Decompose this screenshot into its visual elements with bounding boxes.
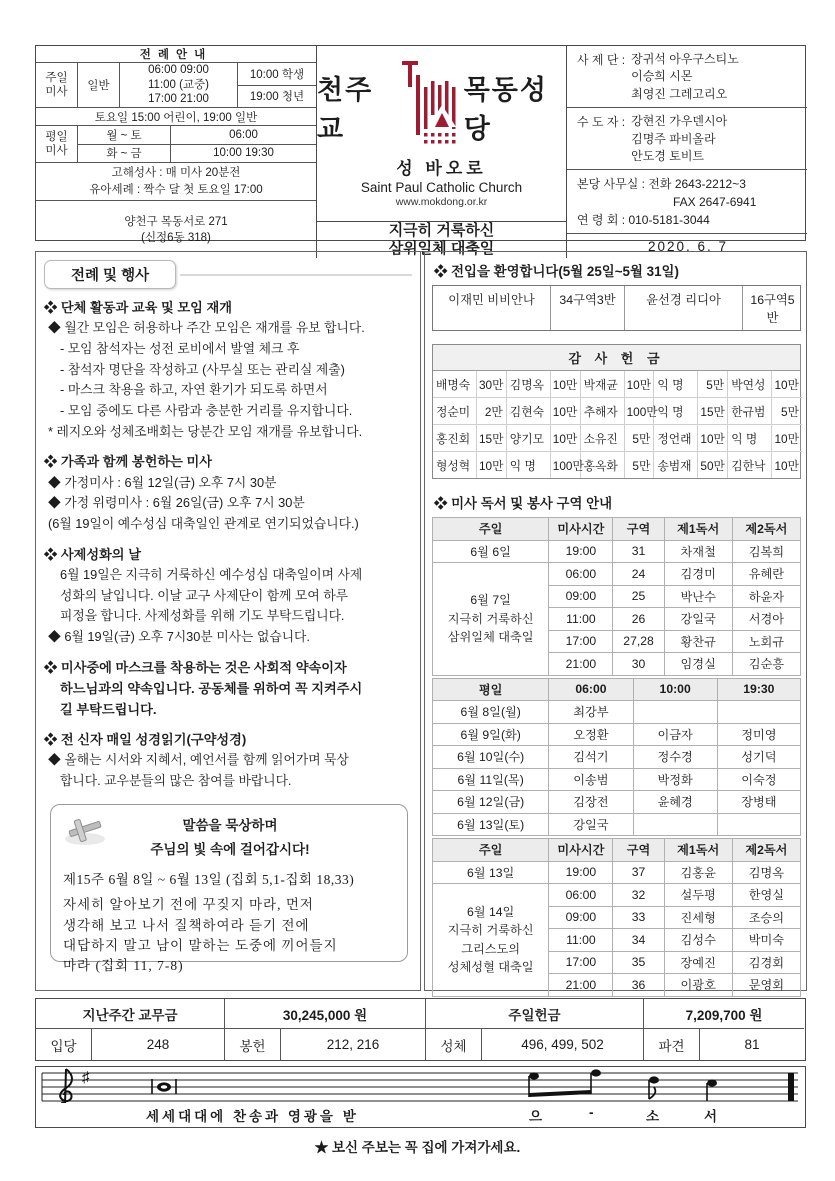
district-cell: 36 [613, 974, 664, 997]
time-cell: 17:00 [549, 630, 613, 653]
time-cell: 09:00 [549, 585, 613, 608]
lector-cell: 장병태 [717, 791, 800, 814]
masthead [35, 45, 806, 258]
attendance-label: 봉헌 [225, 1029, 281, 1060]
welcome-cell: 이재민 비비안나 [433, 286, 551, 330]
time-cell: 17:00 [549, 951, 613, 974]
donor-name: 익 명 [654, 371, 698, 398]
group-line: 삼위일체 대축일 [447, 629, 534, 644]
sharp-sign: ♯ [82, 1069, 90, 1086]
lector-cell [633, 813, 717, 836]
lector2-cell: 김순흥 [732, 653, 800, 676]
lector-cell: 성기덕 [717, 746, 800, 769]
quote-line: 자세히 알아보기 전에 꾸짖지 마라, 먼저 [63, 897, 314, 913]
lector-cell: 이송범 [549, 768, 633, 791]
lector2-cell: 조승의 [732, 906, 800, 929]
text-line: ◆ 6월 19일(금) 오후 7시30분 미사는 없습니다. [48, 629, 310, 644]
student-mass: 10:00 학생 [238, 63, 316, 86]
announcements-column [424, 251, 807, 991]
section-mask-notice [44, 657, 412, 720]
baptism-line: 유아세례 : 짝수 달 첫 토요일 17:00 [89, 183, 263, 196]
col-header: 구역 [613, 518, 664, 541]
brand-subtitle: 성 바오로 [396, 159, 487, 179]
table-row [433, 701, 801, 724]
section-title: ❖ 전 신자 매일 성경읽기(구약성경) [44, 732, 247, 748]
saturday-mass: 토요일 15:00 어린이, 19:00 일반 [36, 108, 316, 126]
lector1-cell: 황찬규 [664, 630, 732, 653]
attendance-value: 212, 216 [281, 1029, 426, 1060]
attendance-value: 81 [744, 1037, 760, 1052]
donor-name: 정순미 [433, 398, 477, 425]
welcome-cell: 윤선경 리디아 [625, 286, 743, 330]
days-cell: 월 ~ 토 [78, 126, 171, 144]
events-column [35, 251, 421, 991]
district-cell: 37 [613, 861, 664, 884]
lector-cell: 오정환 [549, 723, 633, 746]
text-line: - 마스크 착용을 하고, 자연 환기가 되도록 하면서 [60, 382, 328, 398]
header-rule [180, 274, 412, 276]
weekday-mass-row [36, 126, 316, 163]
time-cell: 06:00 [549, 884, 613, 907]
lector-cell: 이숙정 [717, 768, 800, 791]
text-line: (6월 19일이 예수성심 대축일인 관계로 연기되었습니다.) [48, 516, 359, 531]
district-cell: 27,28 [613, 630, 664, 653]
donor-name: 추해자 [581, 398, 625, 425]
brand-url: www.mokdong.or.kr [395, 196, 488, 209]
church-logo-icon [398, 61, 460, 152]
group-line: 6월 14일 [467, 905, 515, 920]
label-line: 미사 [45, 86, 68, 98]
address-line: 양천구 목동서로 271 [124, 215, 228, 228]
brand-name-left: 천주교 [317, 74, 374, 144]
table-row [433, 813, 801, 836]
lector2-cell: 김명옥 [732, 861, 800, 884]
lector2-cell: 김복희 [732, 540, 800, 563]
donation-amount: 10만 [772, 371, 802, 398]
office-row [567, 170, 807, 234]
text-line: - 모임 참석자는 성전 로비에서 발열 체크 후 [60, 340, 300, 356]
quote-line: 생각해 보고 나서 질책하여라 듣기 전에 [63, 917, 310, 933]
text-line: 6월 19일은 지극히 거룩하신 예수성심 대축일이며 사제 [60, 566, 363, 582]
date-cell: 6월 13일 [433, 861, 549, 884]
section-family-mass [44, 451, 412, 534]
donor-name: 익 명 [507, 452, 551, 478]
lector-cell: 김석기 [549, 746, 633, 769]
final-barline [788, 1073, 794, 1101]
section-title: ❖ 사제성화의 날 [44, 546, 141, 562]
group-line: 지극히 거룩하신 [447, 611, 534, 626]
district-cell: 32 [613, 884, 664, 907]
finance-table [35, 998, 806, 1061]
days-cell: 화 ~ 금 [78, 145, 171, 163]
label-line: 주일 [45, 71, 68, 84]
welcome-title: ❖ 전입을 환영합니다(5월 25일~5월 31일) [434, 264, 679, 279]
text-line: - 모임 중에도 다른 사람과 충분한 거리를 유지합니다. [60, 403, 353, 418]
contacts-block [566, 46, 807, 258]
date-cell: 6월 8일(월) [433, 701, 549, 724]
priests-names [631, 51, 739, 103]
religious-name: 김명주 파비올라 [631, 131, 716, 146]
quote-line: 대답하지 말고 남이 말하는 도중에 끼어들지 [63, 937, 338, 953]
district-cell: 30 [613, 653, 664, 676]
attendance-value: 496, 499, 502 [482, 1029, 644, 1060]
hymn-staff-box [35, 1066, 806, 1128]
donation-amount: 10만 [477, 452, 507, 478]
lector1-cell: 강일국 [664, 608, 732, 631]
lector1-cell: 장예진 [664, 951, 732, 974]
date-cell: 6월 13일(토) [433, 813, 549, 836]
time-cell: 06:00 [549, 563, 613, 586]
table-row [433, 746, 801, 769]
quote-title-1: 말씀을 묵상하며 [182, 817, 278, 833]
confession-baptism [36, 163, 316, 201]
priest-name: 이승희 시몬 [631, 69, 693, 84]
text-line: 합니다. 교우분들의 많은 참여를 바랍니다. [60, 772, 292, 788]
weekday-times [78, 126, 316, 162]
hymn-syllable: 소 [646, 1109, 660, 1124]
attendance-label: 입당 [36, 1029, 92, 1060]
table-row [433, 768, 801, 791]
priest-name: 최영진 그레고리오 [631, 86, 728, 101]
time-cell: 21:00 [549, 653, 613, 676]
section-title: ❖ 단체 활동과 교육 및 모임 재개 [44, 300, 233, 315]
priest-name: 장귀석 아우구스티노 [631, 52, 739, 66]
lector2-cell: 한영실 [732, 884, 800, 907]
times-cell: 06:00 [229, 128, 258, 141]
col-header: 06:00 [549, 678, 633, 701]
lector2-cell: 서경아 [732, 608, 800, 631]
donation-amount: 15만 [698, 398, 728, 425]
church-address [36, 201, 316, 258]
donor-name: 송범재 [654, 452, 698, 478]
address-line: (신정6동 318) [141, 231, 211, 244]
quote-title-2: 주님의 빛 속에 걸어갑시다! [150, 841, 310, 857]
text-line: 성화의 날입니다. 이날 교구 사제단이 함께 모여 하루 [60, 587, 349, 603]
text-line: ◆ 월간 모임은 허용하나 주간 모임은 재개를 유보 합니다. [48, 320, 365, 336]
lector1-cell: 설두평 [664, 884, 732, 907]
lector1-cell: 김홍윤 [664, 861, 732, 884]
attendance-value: 248 [92, 1029, 225, 1060]
date-cell: 6월 11일(목) [433, 768, 549, 791]
lector-cell: 김장전 [549, 791, 633, 814]
text-line: * 레지오와 성체조배회는 당분간 모임 재개를 유보합니다. [48, 423, 363, 439]
group-line: 지극히 거룩하신 [447, 923, 534, 938]
time-line: 17:00 21:00 [148, 93, 209, 106]
donation-amount: 5만 [625, 452, 655, 478]
hymn-syllable: 으 [529, 1109, 543, 1124]
hymn-lyrics: 세세대대에 찬송과 영광을 받 [146, 1109, 359, 1124]
donation-amount: 10만 [625, 371, 655, 398]
group-line: 성체성혈 대축일 [447, 960, 534, 975]
donation-amount: 10만 [774, 458, 799, 473]
text-line: 피정을 합니다. 사제성화를 위해 기도 부탁드립니다. [60, 608, 345, 624]
donor-name: 형성혁 [433, 452, 477, 478]
lector-cell [633, 701, 717, 724]
schedule-title: 전례안내 [36, 46, 316, 63]
lector-cell: 이금자 [633, 723, 717, 746]
col-header: 제1독서 [664, 518, 732, 541]
col-header: 제2독서 [732, 839, 800, 862]
col-header: 미사시간 [549, 839, 613, 862]
lector-cell: 최강부 [549, 701, 633, 724]
sunday-mass-label [36, 63, 78, 107]
lector1-cell: 차재철 [664, 540, 732, 563]
date-cell: 6월 12일(금) [433, 791, 549, 814]
section-priest-sanctification [44, 544, 412, 648]
take-home-note: ★ 보신 주보는 꼭 집에 가져가세요. [314, 1140, 521, 1155]
col-header: 주일 [433, 839, 549, 862]
time-line: 06:00 09:00 [148, 64, 209, 77]
table-row [433, 563, 801, 586]
priests-label: 사 제 단 : [577, 53, 626, 67]
donation-amount: 2만 [477, 398, 507, 425]
label-line: 미사 [45, 145, 68, 157]
donor-name: 김한낙 [728, 452, 772, 478]
col-header: 주일 [433, 518, 549, 541]
col-header: 제1독서 [664, 839, 732, 862]
sunday-lectors-table-1 [432, 517, 801, 676]
donation-amount: 10만 [698, 425, 728, 452]
donor-name: 김현숙 [507, 398, 551, 425]
general-label: 일반 [78, 63, 120, 107]
donation-amount: 10만 [551, 371, 581, 398]
table-row [433, 884, 801, 907]
district-cell: 35 [613, 951, 664, 974]
feast-group-cell [433, 884, 549, 997]
religious-name: 강현진 가우덴시아 [631, 114, 728, 129]
time-cell: 19:00 [549, 540, 613, 563]
brand-english-name: Saint Paul Catholic Church [360, 180, 523, 196]
donor-name: 박재균 [581, 371, 625, 398]
time-cell: 19:00 [549, 861, 613, 884]
religious-names [631, 113, 727, 165]
lector1-cell: 임경실 [664, 653, 732, 676]
time-cell: 11:00 [549, 929, 613, 952]
district-cell: 31 [613, 540, 664, 563]
sunday-mass-row [36, 63, 316, 108]
welcome-cell: 16구역5반 [750, 293, 795, 325]
quote-line: 마라 (집회 11, 7-8) [63, 958, 184, 973]
col-header: 구역 [613, 839, 664, 862]
lector-cell: 박정화 [633, 768, 717, 791]
col-header: 미사시간 [549, 518, 613, 541]
donation-amount: 10만 [772, 425, 802, 452]
district-cell: 25 [613, 585, 664, 608]
lector2-cell: 유혜란 [732, 563, 800, 586]
eighth-note [649, 1076, 659, 1099]
lector1-cell: 이광호 [664, 974, 732, 997]
lector1-cell: 박난수 [664, 585, 732, 608]
lector1-cell: 김성수 [664, 929, 732, 952]
thanksgiving-offering-table [432, 344, 801, 479]
finance-label: 지난주간 교무금 [36, 999, 225, 1029]
lectors-title: ❖ 미사 독서 및 봉사 구역 안내 [434, 496, 613, 511]
date-cell: 6월 10일(수) [433, 746, 549, 769]
text-line: 하느님과의 약속입니다. 공동체를 위하여 꼭 지켜주시 [60, 680, 363, 696]
religious-label: 수 도 자 : [577, 115, 626, 130]
music-staff [36, 1067, 804, 1103]
donor-name: 홍진회 [433, 425, 477, 452]
religious-name: 안도경 토비트 [631, 148, 705, 163]
donor-name: 양기모 [507, 425, 551, 452]
youth-mass: 19:00 청년 [249, 91, 305, 104]
time-cell: 11:00 [549, 608, 613, 631]
donation-amount: 100만 [551, 452, 581, 478]
col-header: 평일 [433, 678, 549, 701]
confession-line: 고해성사 : 매 미사 20분전 [111, 166, 241, 179]
text-line: - 참석자 명단을 작성하고 (사무실 또는 관리실 제출) [60, 361, 345, 377]
donor-name: 한규범 [728, 398, 772, 425]
bulletin-date: 2020. 6. 7 [647, 239, 729, 255]
lector-cell: 정수경 [633, 746, 717, 769]
time-line: 11:00 (교중) [148, 78, 209, 91]
label-line: 평일 [45, 130, 68, 143]
section-bible-reading [44, 729, 412, 792]
col-header: 19:30 [717, 678, 800, 701]
donor-name: 박연성 [728, 371, 772, 398]
table-row [433, 723, 801, 746]
times-cell: 10:00 19:30 [213, 147, 274, 160]
feast-line: 삼위일체 대축일 [388, 240, 495, 258]
text-line: ◆ 올해는 시서와 지혜서, 예언서를 함께 읽어가며 묵상 [48, 752, 349, 768]
donation-amount: 50만 [698, 452, 728, 478]
donation-amount: 10만 [551, 425, 581, 452]
section-group-meetings [44, 297, 412, 442]
lector-cell: 강일국 [549, 813, 633, 836]
lector2-cell: 하윤자 [732, 585, 800, 608]
feast-line: 지극히 거룩하신 [388, 222, 495, 240]
quote-week-range: 제15주 6월 8일 ~ 6월 13일 (집회 5,1-집회 18,33) [63, 872, 355, 888]
date-cell: 6월 9일(화) [433, 723, 549, 746]
text-line: 길 부탁드립니다. [60, 701, 157, 717]
donation-amount: 5만 [698, 371, 728, 398]
col-header: 10:00 [633, 678, 717, 701]
attendance-label: 파견 [644, 1029, 700, 1060]
treble-clef-icon [60, 1069, 72, 1103]
quarter-note [707, 1079, 717, 1101]
meditation-quote-box [50, 804, 408, 973]
student-youth-times [238, 63, 316, 107]
text-line: ◆ 가정미사 : 6월 12일(금) 오후 7시 30분 [48, 474, 277, 490]
district-cell: 24 [613, 563, 664, 586]
attendance-label: 성체 [426, 1029, 482, 1060]
attendance-row [36, 1029, 805, 1060]
text-line: ◆ 가정 위령미사 : 6월 26일(금) 오후 7시 30분 [48, 495, 305, 511]
feast-group-cell [433, 563, 549, 676]
donation-amount: 5만 [625, 425, 655, 452]
text-line: ❖ 미사중에 마스크를 착용하는 것은 사회적 약속이자 [44, 659, 347, 675]
donor-name: 익 명 [654, 398, 698, 425]
welcome-cell: 34구역3반 [551, 286, 625, 330]
district-cell: 34 [613, 929, 664, 952]
lector-cell [717, 813, 800, 836]
time-cell: 21:00 [549, 974, 613, 997]
district-cell: 33 [613, 906, 664, 929]
group-line: 그리스도의 [461, 941, 521, 956]
donation-amount: 30만 [477, 371, 507, 398]
donor-name: 정언래 [654, 425, 698, 452]
hymn-syllable: 서 [704, 1109, 718, 1124]
donor-name: 김명옥 [507, 371, 551, 398]
mass-schedule-table [36, 46, 316, 258]
lector-cell: 윤혜경 [633, 791, 717, 814]
table-row [433, 791, 801, 814]
office-phone: 본당 사무실 : 전화 2643-2212~3 [577, 177, 746, 192]
weekday-lectors-table [432, 678, 801, 837]
donor-name: 배명숙 [433, 371, 477, 398]
donation-amount: 100만 [625, 398, 655, 425]
lector1-cell: 진세형 [664, 906, 732, 929]
sunday-times [120, 63, 238, 107]
lector2-cell: 문영회 [732, 974, 800, 997]
thanksgiving-title: 감 사 헌 금 [433, 345, 800, 371]
table-row [433, 540, 801, 563]
section-title: ❖ 가족과 함께 봉헌하는 미사 [44, 454, 212, 470]
quote-text [63, 895, 397, 976]
district-cell: 26 [613, 608, 664, 631]
lector-cell: 정미영 [717, 723, 800, 746]
finance-label: 주일헌금 [426, 999, 644, 1029]
cross-image-icon [61, 813, 109, 852]
group-line: 6월 7일 [470, 593, 511, 608]
donation-amount: 5만 [772, 398, 802, 425]
lector2-cell: 김경회 [732, 951, 800, 974]
religious-row [567, 108, 807, 170]
beamed-notes [529, 1069, 601, 1097]
senior-association-phone: 연 령 회 : 010-5181-3044 [577, 213, 710, 228]
weekday-mass-label [36, 126, 78, 162]
brand-name-right: 목동성당 [463, 74, 548, 144]
finance-amount: 30,245,000 원 [225, 999, 426, 1029]
priests-row [567, 46, 807, 108]
time-cell: 09:00 [549, 906, 613, 929]
lector2-cell: 박미숙 [732, 929, 800, 952]
hymn-syllable: - [589, 1105, 594, 1120]
lector-cell [717, 701, 800, 724]
sunday-lectors-table-2 [432, 838, 801, 997]
lector2-cell: 노회규 [732, 630, 800, 653]
table-row [433, 861, 801, 884]
finance-summary-row [36, 999, 805, 1029]
donor-name: 홍옥화 [581, 452, 625, 478]
donation-amount: 15만 [477, 425, 507, 452]
col-header: 제2독서 [732, 518, 800, 541]
office-fax: FAX 2647-6941 [673, 195, 757, 210]
donor-name: 소유진 [581, 425, 625, 452]
donation-amount: 10만 [551, 398, 581, 425]
lector1-cell: 김경미 [664, 563, 732, 586]
donor-name: 익 명 [728, 425, 772, 452]
date-cell: 6월 6일 [433, 540, 549, 563]
welcome-table [432, 285, 801, 331]
finance-amount: 7,209,700 원 [644, 999, 804, 1029]
section-header-events: 전례 및 행사 [44, 260, 176, 289]
brand-block [316, 46, 566, 258]
